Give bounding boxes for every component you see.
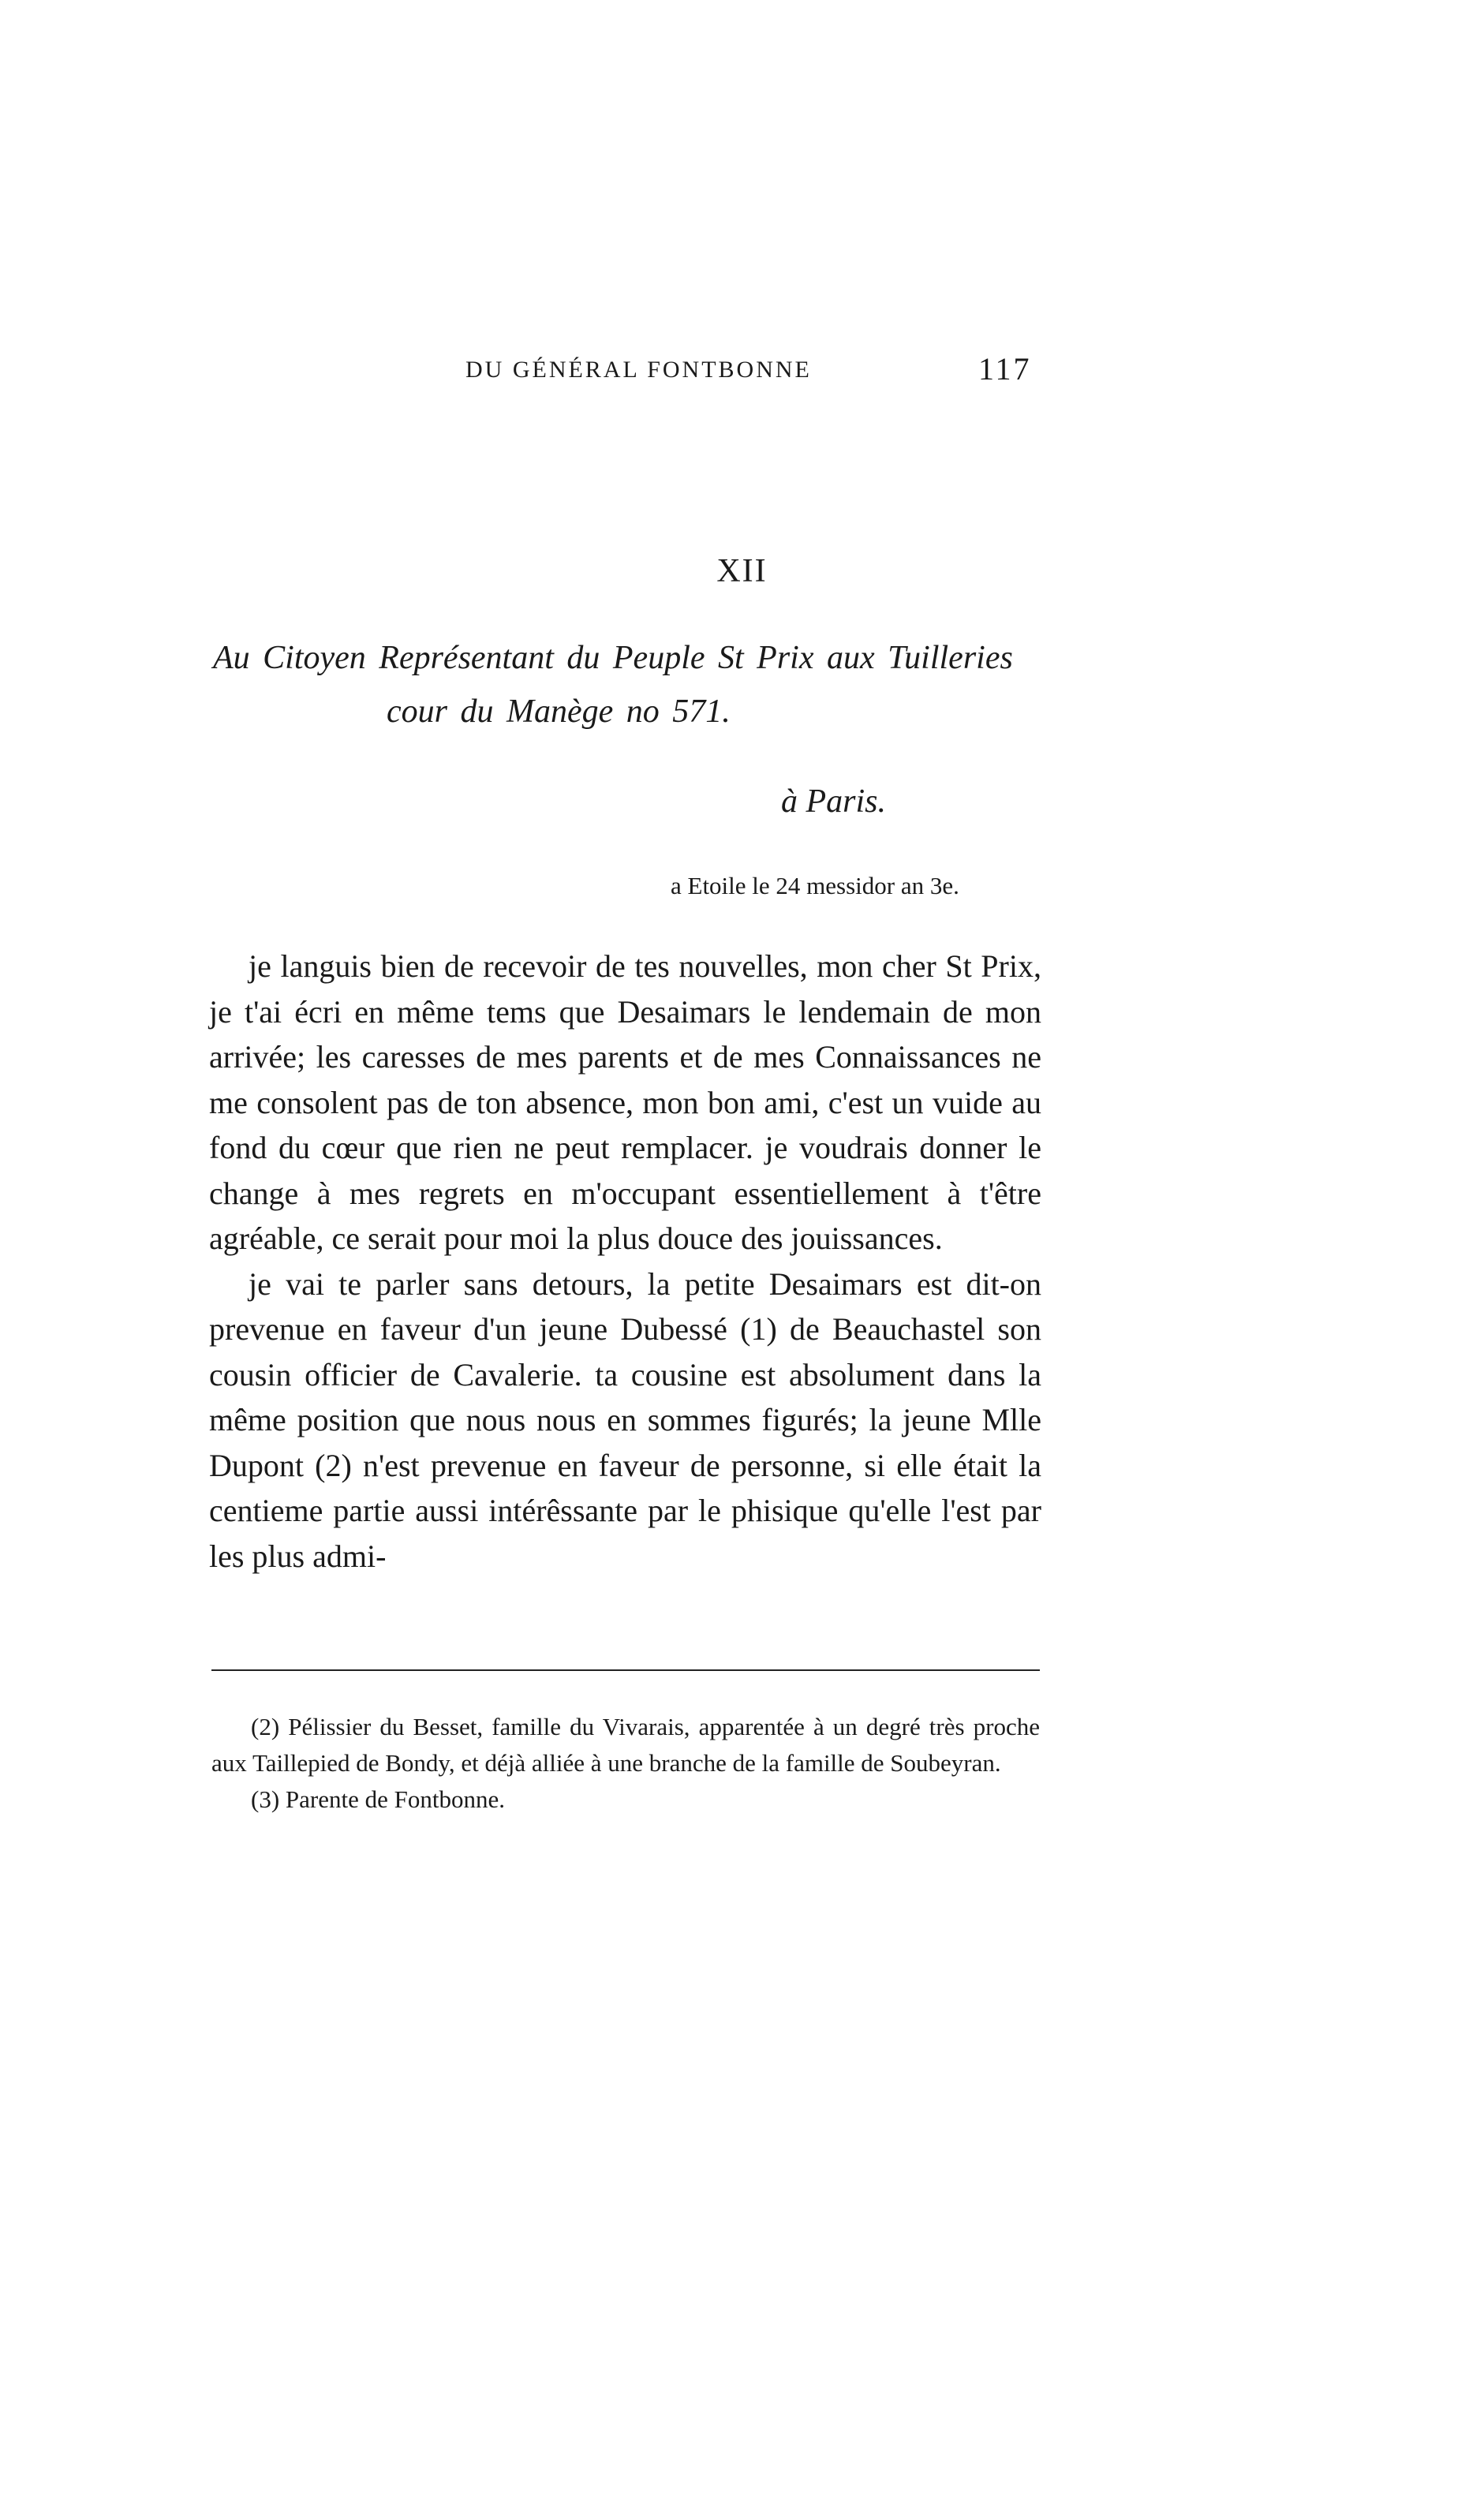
letter-number: XII — [716, 553, 768, 589]
address-line-2: cour du Manège no 571. — [387, 693, 731, 730]
footnote-2: (3) Parente de Fontbonne. — [251, 1785, 505, 1813]
page-number: 117 — [978, 351, 1032, 387]
letter-body — [209, 944, 1041, 1579]
address-city: à Paris. — [781, 783, 887, 820]
running-title: DU GÉNÉRAL FONTBONNE — [465, 357, 812, 383]
letter-paragraph-2: je vai te parler sans detours, la petite Desaimars est dit-on prevenue en faveur d'un jeune Dubessé (1) de Beauchastel son cousin officier de Cavalerie. ta cousine est absolument dans la même position que nous nous en sommes figurés; la jeune Mlle Dupont (2) n'est prevenue en faveur de personne, si elle était la centieme partie aussi intérêssante par le phisique qu'elle l'est par les plus admi- — [209, 1265, 1041, 1574]
dateline: a Etoile le 24 messidor an 3e. — [671, 872, 959, 899]
address-line-1: Au Citoyen Représentant du Peuple St Prix aux Tuilleries — [213, 640, 1013, 676]
letter-paragraph-1: je languis bien de recevoir de tes nouvelles, mon cher St Prix, je t'ai écri en même tems que Desaimars le lendemain de mon arrivée; les caresses de mes parents et de mes Connaissances ne me consolent pas de ton absence, mon bon ami, c'est un vuide au fond du cœur que rien ne peut remplacer. je voudrais donner le change à mes regrets en m'occupant essentiellement à t'être agréable, ce serait pour moi la plus douce des jouissances. — [209, 948, 1041, 1256]
footnote-1: (2) Pélissier du Besset, famille du Vivarais, apparentée à un degré très proche aux Taillepied de Bondy, et déjà alliée à une branche de la famille de Soubeyran. — [211, 1713, 1040, 1777]
footnotes — [211, 1709, 1040, 1818]
footnote-divider — [211, 1669, 1040, 1671]
